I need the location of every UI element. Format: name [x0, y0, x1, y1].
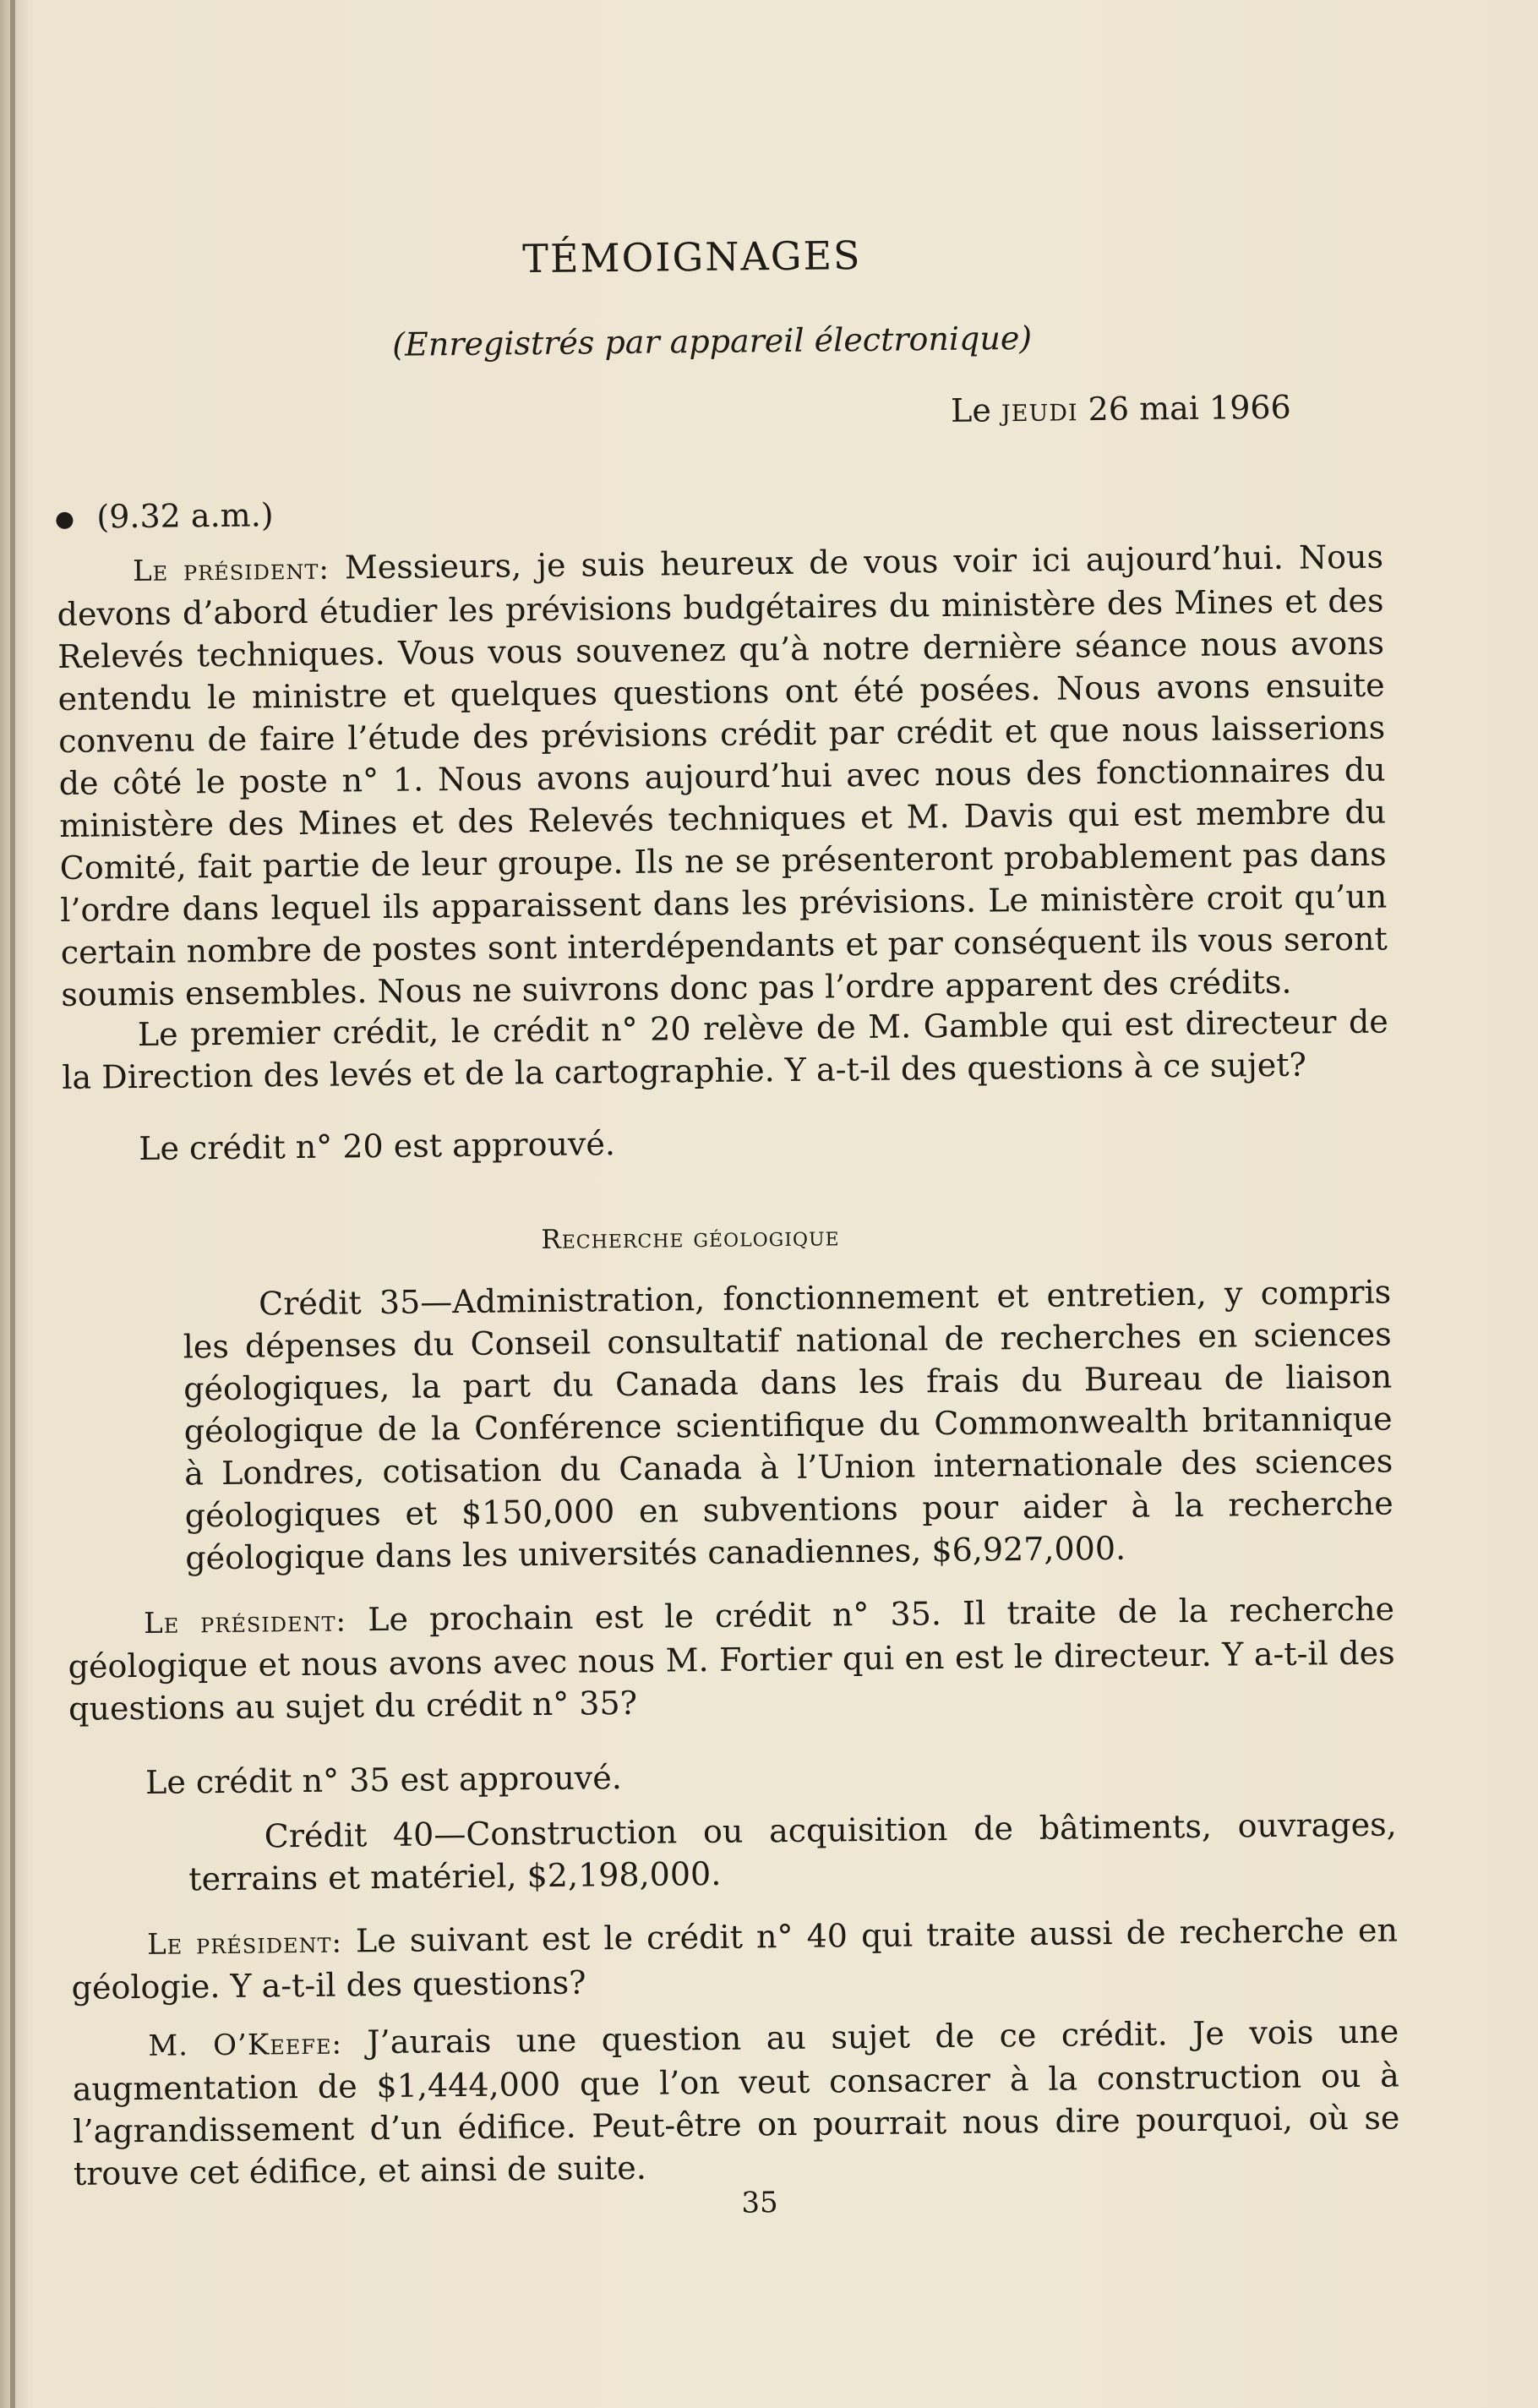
paragraph-4-text: Le prochain est le crédit n° 35. Il traite de la recherche géologique et nous avons avec nous M. Fortier qui en est le directeur. Y a-t-il des questions au sujet du crédit n° 35? [68, 1590, 1395, 1728]
page-number: 35 [741, 2186, 778, 2220]
credit-40-description: Crédit 40—Construction ou acquisition de bâtiments, ouvrages, terrains et matériel, $2,198,000. [188, 1805, 1397, 1898]
session-time [56, 496, 274, 536]
paragraph-5: Le crédit n° 35 est approuvé. [145, 1759, 623, 1801]
credit-35-description: Crédit 35—Administration, fonctionnement et entretien, y compris les dépenses du Conseil consultatif national de recherches en sciences géologiques, la part du Canada dans les frais du Bureau de liaison géologique de la Conférence scientifique du Commonwealth britannique à Londres, cotisation du Canada à l’Union internationale des sciences géologiques et $150,000 en subventions pour aider à la recherche géologique dans les universités canadiennes, $6,927,000. [183, 1273, 1393, 1577]
session-date [951, 389, 1291, 429]
dateline-date: 26 mai 1966 [1088, 388, 1291, 429]
dateline-day: jeudi [1001, 390, 1078, 429]
speaker-president: Le président: [132, 552, 330, 589]
paragraph-7 [72, 2010, 1400, 2194]
speaker-president: Le président: [146, 1925, 343, 1962]
document-subtitle: (Enregistrés par appareil électronique) [392, 319, 1033, 363]
bullet-icon [56, 511, 73, 528]
paragraph-7-text: J’aurais une question au sujet de ce crédit. Je vois une augmentation de $1,444,000 que l’on veut consacrer à la construction ou à l’agrandissement d’un édifice. Peut-être on pourrait nous dire pourquoi, où se trouve cet édifice, et ainsi de suite. [72, 2012, 1400, 2192]
paragraph-2: Le premier crédit, le crédit n° 20 relève de M. Gamble qui est directeur de la Direction des levés et de la cartographie. Y a-t-il des questions à ce sujet? [62, 1002, 1388, 1096]
paragraph-1 [57, 536, 1388, 1016]
paragraph-1-text: Messieurs, je suis heureux de vous voir ici aujourd’hui. Nous devons d’abord étudier les prévisions budgétaires du ministère des Mines et des Relevés techniques. Vous vous souvenez qu’à notre dernière séance nous avons entendu le ministre et quelques questions ont été posées. Nous avons ensuite convenu de faire l’étude des prévisions crédit par crédit et que nous laisserions de côté le poste n° 1. Nous avons aujourd’hui avec nous des fonctionnaires du ministère des Mines et des Relevés techniques et M. Davis qui est membre du Comité, fait partie de leur groupe. Ils ne se présenteront probablement pas dans l’ordre dans lequel ils apparaissent dans les prévisions. Le ministère croit qu’un certain nombre de postes sont interdépendants et par conséquent ils vous seront soumis ensembles. Nous ne suivrons donc pas l’ordre apparent des crédits. [57, 538, 1388, 1013]
paragraph-6-text: Le suivant est le crédit n° 40 qui traite aussi de recherche en géologie. Y a-t-il des questions? [71, 1911, 1399, 2007]
paragraph-4 [68, 1587, 1396, 1729]
paragraph-6 [71, 1908, 1399, 2008]
paragraph-3: Le crédit n° 20 est approuvé. [139, 1125, 616, 1167]
time-text: (9.32 a.m.) [96, 496, 274, 536]
section-heading: Recherche géologique [541, 1221, 840, 1256]
book-spine-shadow [10, 0, 15, 2408]
document-title: TÉMOIGNAGES [521, 232, 862, 282]
dateline-le: Le [950, 391, 992, 429]
speaker-president: Le président: [143, 1604, 347, 1641]
speaker-okeefe: M. O’Keefe: [148, 2027, 343, 2063]
